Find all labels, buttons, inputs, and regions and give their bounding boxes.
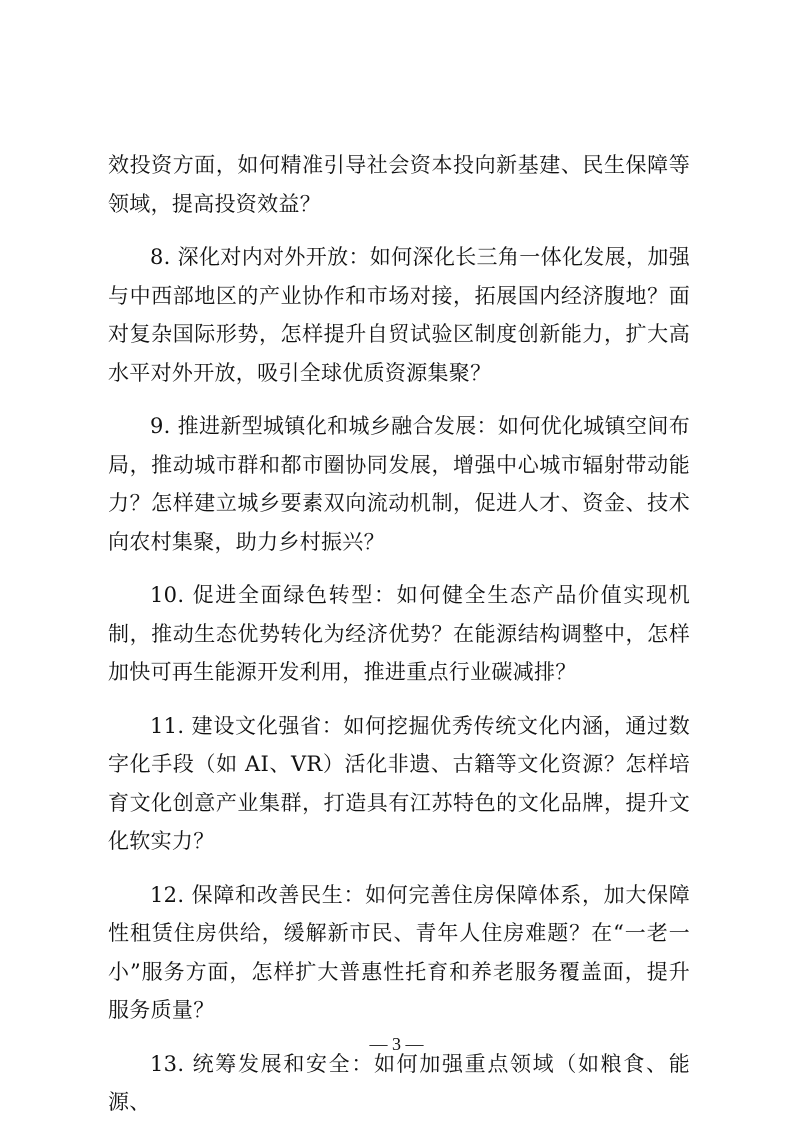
- paragraph-item-8: 8. 深化对内对外开放：如何深化长三角一体化发展，加强与中西部地区的产业协作和市场对接，拓展国内经济腹地？面对复杂国际形势，怎样提升自贸试验区制度创新能力，扩大高水平对外开放，吸引全球优质资源集聚？: [108, 245, 690, 385]
- paragraph-item-12: 12. 保障和改善民生：如何完善住房保障体系，加大保障性租赁住房供给，缓解新市民、青年人住房难题？在“一老一小”服务方面，怎样扩大普惠性托育和养老服务覆盖面，提升服务质量？: [108, 882, 690, 1022]
- document-body: [108, 146, 690, 1137]
- paragraph-item-10: 10. 促进全面绿色转型：如何健全生态产品价值实现机制，推动生态优势转化为经济优势？在能源结构调整中，怎样加快可再生能源开发利用，推进重点行业碳减排？: [108, 583, 690, 684]
- paragraph-continuation: 效投资方面，如何精准引导社会资本投向新基建、民生保障等领域，提高投资效益？: [108, 153, 690, 216]
- paragraph-item-9: 9. 推进新型城镇化和城乡融合发展：如何优化城镇空间布局，推动城市群和都市圈协同发展，增强中心城市辐射带动能力？怎样建立城乡要素双向流动机制，促进人才、资金、技术向农村集聚，助力乡村振兴？: [108, 414, 690, 554]
- paragraph-item-13: 13. 统筹发展和安全：如何加强重点领域（如粮食、能源、: [108, 1051, 690, 1114]
- page-number: — 3 —: [369, 1034, 424, 1054]
- paragraph-item-11: 11. 建设文化强省：如何挖掘优秀传统文化内涵，通过数字化手段（如 AI、VR）活化非遗、古籍等文化资源？怎样培育文化创意产业集群，打造具有江苏特色的文化品牌，提升文化软实力？: [108, 713, 690, 853]
